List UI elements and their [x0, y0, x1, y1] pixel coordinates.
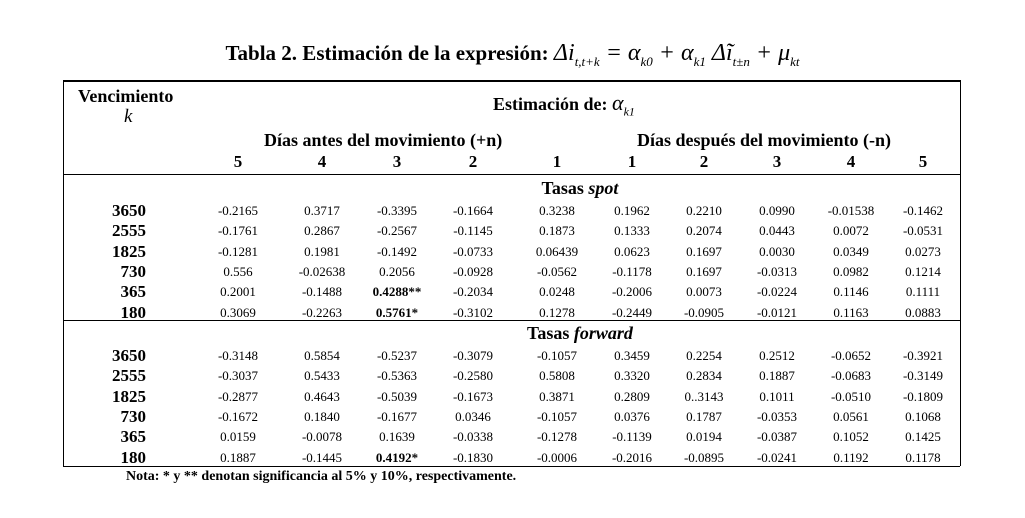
table-cell: -0.0387 [756, 429, 798, 445]
table-cell: -0.3079 [452, 348, 494, 363]
table-cell: -0.0905 [683, 304, 725, 320]
table-cell: -0.3921 [902, 348, 944, 363]
table-cell: 0.2074 [686, 223, 722, 239]
column-number: 2 [699, 152, 709, 171]
table-cell: 0.1163 [833, 304, 869, 320]
table-cell: 0.2210 [686, 203, 722, 218]
antes-header: Días antes del movimiento (+n) [264, 130, 503, 150]
table-cell: 0.3871 [539, 388, 575, 404]
table-cell: 0.5433 [304, 368, 340, 384]
table-cell: 0.556 [223, 263, 253, 279]
table-cell: 0.3069 [220, 304, 256, 320]
table-cell: 0.1697 [686, 243, 722, 259]
table-cell: 0.1011 [759, 388, 795, 404]
estimacion-header [493, 90, 635, 119]
row-label: 2555 [112, 366, 146, 386]
table-cell: -0.3102 [452, 304, 494, 320]
row-label: 1825 [112, 241, 146, 261]
table-cell: 0.1639 [379, 429, 415, 445]
table-cell: 0.0982 [833, 263, 869, 279]
table-cell: 0.0248 [539, 284, 575, 300]
table-cell: -0.0353 [756, 408, 798, 424]
table-cell: -0.02638 [298, 263, 346, 279]
left-border [63, 80, 64, 466]
table-cell: -0.1145 [453, 223, 493, 239]
table-cell: -0.0683 [830, 368, 872, 384]
table-cell: 0..3143 [684, 388, 724, 404]
table-cell: -0.3149 [902, 368, 944, 384]
table-cell: 0.3459 [614, 348, 650, 363]
footnote: Nota: * y ** denotan significancia al 5% y 10%, respectivamente. [126, 469, 517, 484]
table-cell: -0.2263 [301, 304, 343, 320]
table-cell: -0.0733 [452, 243, 494, 259]
table-cell: -0.2165 [217, 203, 259, 218]
table-cell: -0.1057 [536, 348, 578, 363]
column-number: 4 [317, 152, 327, 171]
row-label: 180 [120, 302, 146, 322]
column-number: 5 [233, 152, 243, 171]
table-cell: -0.1178 [612, 263, 652, 279]
table-cell: 0.0623 [614, 243, 650, 259]
table-cell: 0.1962 [614, 203, 650, 218]
section-title: Tasas forward [527, 323, 633, 343]
table-cell: 0.4192* [375, 449, 419, 465]
table-cell: -0.5237 [376, 348, 418, 363]
column-number: 1 [627, 152, 637, 171]
table-cell: -0.3148 [217, 348, 259, 363]
table-cell: 0.1333 [614, 223, 650, 239]
table-cell: 0.2001 [220, 284, 256, 300]
table-cell: 0.1887 [220, 449, 256, 465]
top-rule [63, 80, 960, 82]
despues-header: Días después del movimiento (-n) [637, 130, 892, 150]
column-number: 2 [468, 152, 478, 171]
right-border [960, 80, 961, 466]
table-cell: 0.0273 [905, 243, 941, 259]
row-label: 180 [120, 447, 146, 467]
table-cell: 0.0376 [614, 408, 650, 424]
estimacion-symbol: $\alpha_{k1}$ [612, 90, 635, 119]
table-cell: 0.1146 [833, 284, 869, 300]
row-label: 1825 [112, 386, 146, 406]
table-cell: 0.1052 [833, 429, 869, 445]
table-cell: 0.2867 [304, 223, 340, 239]
table-cell: -0.5039 [376, 388, 418, 404]
table-cell: 0.1192 [833, 449, 869, 465]
table-title [0, 40, 1025, 70]
table-cell: 0.0443 [759, 223, 795, 239]
table-cell: -0.1278 [536, 429, 578, 445]
title-formula: $\Delta i_{t,t+k} = \alpha_{k0} + \alpha_{k1}$ $\Delta ĩ_{t\pm n} + \mu_{kt}$ [553, 40, 800, 69]
table-cell: 0.2834 [686, 368, 722, 384]
table-cell: 0.1178 [905, 449, 941, 465]
column-number: 4 [846, 152, 856, 171]
table-cell: 0.5761* [375, 304, 419, 320]
table-cell: -0.0562 [536, 263, 578, 279]
table-cell: 0.5854 [304, 348, 340, 363]
table-cell: -0.1488 [301, 284, 343, 300]
table-cell: -0.5363 [376, 368, 418, 384]
table-cell: -0.3395 [376, 203, 418, 218]
table-cell: -0.2877 [217, 388, 259, 404]
table-cell: 0.2809 [614, 388, 650, 404]
row-label: 3650 [112, 346, 146, 365]
header-rule [63, 174, 960, 175]
column-number: 5 [918, 152, 928, 171]
table-cell: -0.0338 [452, 429, 494, 445]
table-cell: 0.2512 [759, 348, 795, 363]
table-cell: 0.5808 [539, 368, 575, 384]
table-cell: 0.1981 [304, 243, 340, 259]
table-cell: -0.1761 [217, 223, 259, 239]
table-cell: 0.1840 [304, 408, 340, 424]
table-cell: -0.0928 [452, 263, 494, 279]
table-cell: -0.1672 [217, 408, 259, 424]
table-cell: 0.4288** [372, 284, 422, 300]
table-cell: 0.0030 [759, 243, 795, 259]
table-cell: -0.2567 [376, 223, 418, 239]
table-cell: -0.2580 [452, 368, 494, 384]
table-cell: 0.1697 [686, 263, 722, 279]
k-label: k [124, 106, 133, 127]
table-cell: -0.1492 [376, 243, 418, 259]
table-cell: 0.1425 [905, 429, 941, 445]
row-label: 365 [120, 427, 146, 447]
table-cell: 0.3717 [304, 203, 340, 218]
table-cell: 0.0349 [833, 243, 869, 259]
table-cell: 0.1887 [759, 368, 795, 384]
vencimiento-label: Vencimiento [78, 86, 174, 106]
table-cell: -0.1664 [452, 203, 494, 218]
table-cell: -0.1677 [376, 408, 418, 424]
table-cell: -0.3037 [217, 368, 259, 384]
section-title: Tasas spot [541, 178, 619, 198]
table-cell: 0.0883 [905, 304, 941, 320]
title-text: Tabla 2. Estimación de la expresión: [225, 41, 549, 65]
table-cell: -0.0078 [301, 429, 343, 445]
table-cell: -0.2034 [452, 284, 494, 300]
table-cell: -0.1445 [301, 449, 343, 465]
table-cell: 0.0990 [759, 203, 795, 218]
column-number: 3 [772, 152, 782, 171]
table-cell: -0.1057 [536, 408, 578, 424]
row-label: 2555 [112, 221, 146, 241]
table-cell: -0.0510 [830, 388, 872, 404]
row-label: 365 [120, 282, 146, 302]
table-cell: -0.1830 [452, 449, 494, 465]
table-cell: 0.1214 [905, 263, 941, 279]
table-cell: 0.3320 [614, 368, 650, 384]
table-cell: -0.2006 [611, 284, 653, 300]
table-cell: -0.0121 [756, 304, 798, 320]
table-cell: -0.1462 [902, 203, 944, 218]
table-cell: -0.1139 [612, 429, 652, 445]
table-cell: 0.2056 [379, 263, 415, 279]
table-cell: 0.0346 [455, 408, 491, 424]
table-cell: -0.0006 [536, 449, 578, 465]
bottom-rule [63, 466, 960, 467]
estimacion-label: Estimación de: [493, 94, 608, 114]
table-cell: 0.1068 [905, 408, 941, 424]
column-number: 3 [392, 152, 402, 171]
table-cell: 0.0072 [833, 223, 869, 239]
table-cell: -0.0895 [683, 449, 725, 465]
column-number: 1 [552, 152, 562, 171]
table-cell: 0.1787 [686, 408, 722, 424]
table-cell: 0.3238 [539, 203, 575, 218]
table-cell: 0.1278 [539, 304, 575, 320]
table-cell: -0.2449 [611, 304, 653, 320]
table-cell: -0.01538 [827, 203, 875, 218]
table-cell: 0.2254 [686, 348, 722, 363]
table-cell: -0.1281 [217, 243, 259, 259]
table-cell: -0.1809 [902, 388, 944, 404]
table-cell: -0.0652 [830, 348, 872, 363]
table-cell: 0.0073 [686, 284, 722, 300]
table-cell: 0.0159 [220, 429, 256, 445]
row-label: 730 [120, 406, 146, 426]
table-cell: 0.06439 [535, 243, 579, 259]
table-cell: -0.0241 [756, 449, 798, 465]
table-cell: 0.1873 [539, 223, 575, 239]
section-divider [63, 320, 960, 321]
table-cell: 0.0194 [686, 429, 722, 445]
table-cell: -0.0531 [902, 223, 944, 239]
table-cell: -0.0313 [756, 263, 798, 279]
table-cell: -0.1673 [452, 388, 494, 404]
table-cell: 0.0561 [833, 408, 869, 424]
table-cell: 0.4643 [304, 388, 340, 404]
table-cell: 0.1111 [905, 284, 941, 300]
table-cell: -0.2016 [611, 449, 653, 465]
table-cell: -0.0224 [756, 284, 798, 300]
row-label: 3650 [112, 201, 146, 220]
row-label: 730 [120, 261, 146, 281]
